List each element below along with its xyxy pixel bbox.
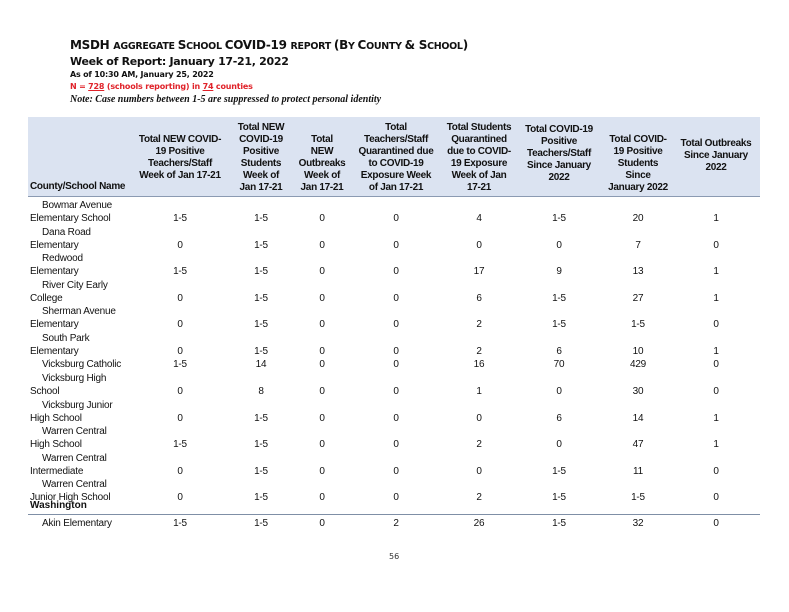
column-header-line: Total — [385, 122, 407, 133]
cell-value: 0 — [393, 240, 399, 251]
column-header-line: Teachers/Staff — [364, 134, 428, 145]
cell-value: 0 — [393, 466, 399, 477]
cell-value: 0 — [713, 386, 719, 397]
cell-value: 0 — [713, 492, 719, 503]
school-name-line1: Akin Elementary — [42, 518, 112, 529]
suppression-note: Note: Case numbers between 1-5 are suppressed to protect personal identity — [70, 94, 382, 105]
counties-count: 74 — [202, 82, 214, 91]
report-header — [70, 38, 490, 106]
column-header-8 — [674, 138, 759, 174]
column-header-line: to COVID-19 — [368, 158, 424, 169]
cell-value: 6 — [556, 413, 562, 424]
column-header-line: 17-21 — [466, 182, 492, 193]
report-week: Week of Report: January 17-21, 2022 — [70, 55, 289, 68]
column-header-line: County/School Name — [30, 181, 126, 192]
cell-value: 7 — [635, 240, 641, 251]
school-name-line2: Elementary — [30, 266, 79, 277]
column-header-line: Total Students — [446, 122, 512, 133]
cell-value: 0 — [177, 386, 183, 397]
cell-value: 0 — [393, 293, 399, 304]
cell-value: 11 — [633, 466, 643, 477]
cell-value: 1-5 — [254, 439, 268, 450]
cell-value: 0 — [177, 466, 183, 477]
column-header-line: Teachers/Staff — [148, 158, 212, 169]
cell-value: 0 — [393, 319, 399, 330]
column-header-line: Total — [311, 134, 333, 145]
cell-value: 0 — [319, 466, 325, 477]
school-name — [30, 226, 91, 252]
page-number: 56 — [389, 552, 400, 561]
school-name — [30, 279, 108, 305]
cell-value: 1-5 — [254, 240, 268, 251]
cell-value: 2 — [476, 492, 482, 503]
cell-value: 1-5 — [552, 293, 566, 304]
school-name — [30, 332, 89, 358]
school-name-line1: South Park — [42, 333, 90, 344]
cell-value: 0 — [319, 240, 325, 251]
cell-value: 1-5 — [552, 213, 566, 224]
cell-value: 4 — [476, 213, 482, 224]
column-header-line: Week of — [242, 170, 280, 181]
cell-value: 0 — [319, 518, 325, 529]
school-name-line2: Elementary — [30, 346, 79, 357]
column-header-2 — [231, 122, 291, 194]
school-name-line1: River City Early — [42, 280, 108, 291]
cell-value: 17 — [473, 266, 485, 277]
cell-value: 1-5 — [173, 518, 187, 529]
column-header-line: Total Outbreaks — [680, 138, 752, 149]
column-header-line: Jan 17-21 — [239, 182, 283, 193]
cell-value: 2 — [476, 439, 482, 450]
cell-value: 0 — [319, 213, 325, 224]
column-header-line: 19 Positive — [155, 146, 205, 157]
cell-value: 6 — [476, 293, 482, 304]
cell-value: 0 — [393, 213, 399, 224]
cell-value: 1-5 — [254, 518, 268, 529]
column-header-4 — [349, 122, 444, 194]
cell-value: 1 — [713, 439, 719, 450]
column-header-line: Jan 17-21 — [300, 182, 344, 193]
cell-value: 0 — [476, 466, 482, 477]
cell-value: 10 — [632, 346, 644, 357]
school-name-line1: Sherman Avenue — [42, 306, 116, 317]
cell-value: 1-5 — [254, 319, 268, 330]
cell-value: 0 — [476, 413, 482, 424]
cell-value: 0 — [556, 439, 562, 450]
column-header-line: Since January — [527, 160, 591, 171]
column-header-line: Outbreaks — [298, 158, 346, 169]
cell-value: 9 — [556, 266, 562, 277]
column-header-line: 19 Positive — [613, 146, 663, 157]
column-header-line: 2022 — [548, 172, 570, 183]
cell-value: 2 — [476, 346, 482, 357]
school-name-line1: Redwood — [42, 253, 83, 264]
column-header-line: Since January — [684, 150, 748, 161]
column-header-line: Week of Jan — [451, 170, 507, 181]
cell-value: 8 — [258, 386, 264, 397]
column-header-6 — [519, 124, 599, 184]
column-header-line: 2022 — [705, 162, 727, 173]
cell-value: 0 — [393, 386, 399, 397]
cell-value: 429 — [629, 359, 647, 370]
school-name-line1: Vicksburg Catholic — [42, 359, 122, 370]
column-header-line: Students — [240, 158, 282, 169]
column-header-line: Quarantined due — [358, 146, 434, 157]
school-name-line2: College — [30, 293, 63, 304]
cell-value: 1-5 — [254, 413, 268, 424]
cell-value: 0 — [319, 386, 325, 397]
cell-value: 0 — [319, 293, 325, 304]
report-timestamp: As of 10:30 AM, January 25, 2022 — [70, 70, 214, 79]
cell-value: 14 — [632, 413, 644, 424]
cell-value: 1-5 — [254, 266, 268, 277]
cell-value: 0 — [319, 492, 325, 503]
cell-value: 0 — [476, 240, 482, 251]
cell-value: 30 — [632, 386, 644, 397]
column-header-line: Students — [617, 158, 659, 169]
cell-value: 0 — [713, 466, 719, 477]
cell-value: 0 — [556, 240, 562, 251]
cell-value: 1-5 — [254, 466, 268, 477]
cell-value: 0 — [319, 319, 325, 330]
cell-value: 0 — [319, 346, 325, 357]
cell-value: 0 — [319, 413, 325, 424]
cell-value: 1 — [713, 293, 719, 304]
cell-value: 1 — [713, 346, 719, 357]
cell-value: 0 — [393, 359, 399, 370]
column-header-line: NEW — [310, 146, 334, 157]
cell-value: 14 — [255, 359, 267, 370]
cell-value: 0 — [713, 319, 719, 330]
cell-value: 1-5 — [631, 319, 645, 330]
column-header-line: of Jan 17-21 — [368, 182, 424, 193]
school-name-line2: Junior High School — [30, 492, 111, 503]
column-header-line: Total COVID- — [609, 134, 667, 145]
cell-value: 0 — [393, 439, 399, 450]
column-header-1 — [130, 134, 230, 182]
cell-value: 1-5 — [173, 213, 187, 224]
schools-reporting-count: N = 728 (schools reporting) in 74 counties — [70, 82, 253, 91]
column-header-0 — [30, 181, 125, 193]
school-name — [30, 305, 116, 331]
column-header-line: Total COVID-19 — [525, 124, 593, 135]
column-header-line: COVID-19 — [239, 134, 283, 145]
school-name-line2: Elementary — [30, 319, 79, 330]
cell-value: 26 — [473, 518, 485, 529]
column-header-line: Positive — [541, 136, 577, 147]
cell-value: 0 — [393, 346, 399, 357]
cell-value: 1-5 — [254, 213, 268, 224]
county-separator — [28, 514, 760, 515]
cell-value: 0 — [177, 319, 183, 330]
cell-value: 1 — [713, 266, 719, 277]
cell-value: 0 — [393, 266, 399, 277]
school-name-line2: High School — [30, 413, 82, 424]
cell-value: 0 — [713, 518, 719, 529]
cell-value: 0 — [319, 266, 325, 277]
cell-value: 6 — [556, 346, 562, 357]
cell-value: 1 — [713, 213, 719, 224]
school-name — [30, 425, 107, 451]
cell-value: 0 — [177, 240, 183, 251]
cell-value: 1-5 — [552, 319, 566, 330]
school-name-line1: Warren Central — [42, 479, 107, 490]
column-header-line: Quarantined — [451, 134, 507, 145]
school-name — [30, 358, 121, 371]
cell-value: 1-5 — [254, 346, 268, 357]
column-header-line: Positive — [243, 146, 279, 157]
cell-value: 20 — [632, 213, 644, 224]
cell-value: 0 — [393, 492, 399, 503]
county-name: Washington — [30, 500, 87, 511]
column-header-line: Total NEW — [237, 122, 285, 133]
column-header-line: Teachers/Staff — [527, 148, 591, 159]
cell-value: 47 — [632, 439, 644, 450]
column-header-5 — [439, 122, 519, 194]
column-header-3 — [292, 134, 352, 194]
cell-value: 0 — [177, 413, 183, 424]
school-name — [30, 399, 113, 425]
cell-value: 0 — [177, 492, 183, 503]
cell-value: 1-5 — [173, 359, 187, 370]
report-title: MSDH AGGREGATE SCHOOL COVID-19 REPORT (BY COUNTY & SCHOOL) — [70, 38, 468, 52]
school-name-line1: Dana Road — [42, 227, 91, 238]
school-name-line1: Vicksburg High — [42, 373, 107, 384]
cell-value: 1-5 — [631, 492, 645, 503]
column-header-line: Since — [625, 170, 651, 181]
school-name-line2: Elementary School — [30, 213, 111, 224]
cell-value: 70 — [553, 359, 565, 370]
school-name-line1: Bowmar Avenue — [42, 200, 113, 211]
cell-value: 0 — [393, 413, 399, 424]
cell-value: 1-5 — [552, 492, 566, 503]
cell-value: 0 — [319, 439, 325, 450]
column-header-line: Total NEW COVID- — [138, 134, 222, 145]
cell-value: 13 — [632, 266, 644, 277]
school-name — [30, 452, 107, 478]
school-name-line1: Warren Central — [42, 426, 107, 437]
cell-value: 0 — [713, 240, 719, 251]
cell-value: 0 — [556, 386, 562, 397]
school-name-line2: School — [30, 386, 60, 397]
cell-value: 16 — [473, 359, 485, 370]
cell-value: 1-5 — [552, 466, 566, 477]
cell-value: 0 — [319, 359, 325, 370]
school-name-line1: Vicksburg Junior — [42, 400, 113, 411]
cell-value: 2 — [476, 319, 482, 330]
cell-value: 1-5 — [173, 439, 187, 450]
school-name-line1: Warren Central — [42, 453, 107, 464]
column-header-line: 19 Exposure — [450, 158, 508, 169]
cell-value: 1-5 — [552, 518, 566, 529]
school-name-line2: Intermediate — [30, 466, 84, 477]
column-header-line: due to COVID- — [447, 146, 511, 157]
cell-value: 1-5 — [254, 293, 268, 304]
covid-report-table — [28, 117, 760, 529]
cell-value: 0 — [177, 346, 183, 357]
school-name — [30, 199, 112, 225]
school-name-line2: High School — [30, 439, 82, 450]
school-name-line2: Elementary — [30, 240, 79, 251]
cell-value: 1 — [713, 413, 719, 424]
school-name — [30, 252, 83, 278]
cell-value: 1-5 — [173, 266, 187, 277]
schools-count: 728 — [88, 82, 105, 91]
column-header-line: Exposure Week — [360, 170, 432, 181]
cell-value: 32 — [632, 518, 644, 529]
cell-value: 27 — [632, 293, 644, 304]
school-name — [30, 517, 112, 530]
column-header-line: January 2022 — [608, 182, 668, 193]
column-header-line: Week of — [303, 170, 341, 181]
table-header — [28, 117, 760, 197]
cell-value: 0 — [713, 359, 719, 370]
cell-value: 1 — [476, 386, 482, 397]
school-name — [30, 372, 106, 398]
column-header-line: Week of Jan 17-21 — [139, 170, 221, 181]
cell-value: 2 — [393, 518, 399, 529]
cell-value: 1-5 — [254, 492, 268, 503]
cell-value: 0 — [177, 293, 183, 304]
column-header-7 — [601, 134, 676, 194]
